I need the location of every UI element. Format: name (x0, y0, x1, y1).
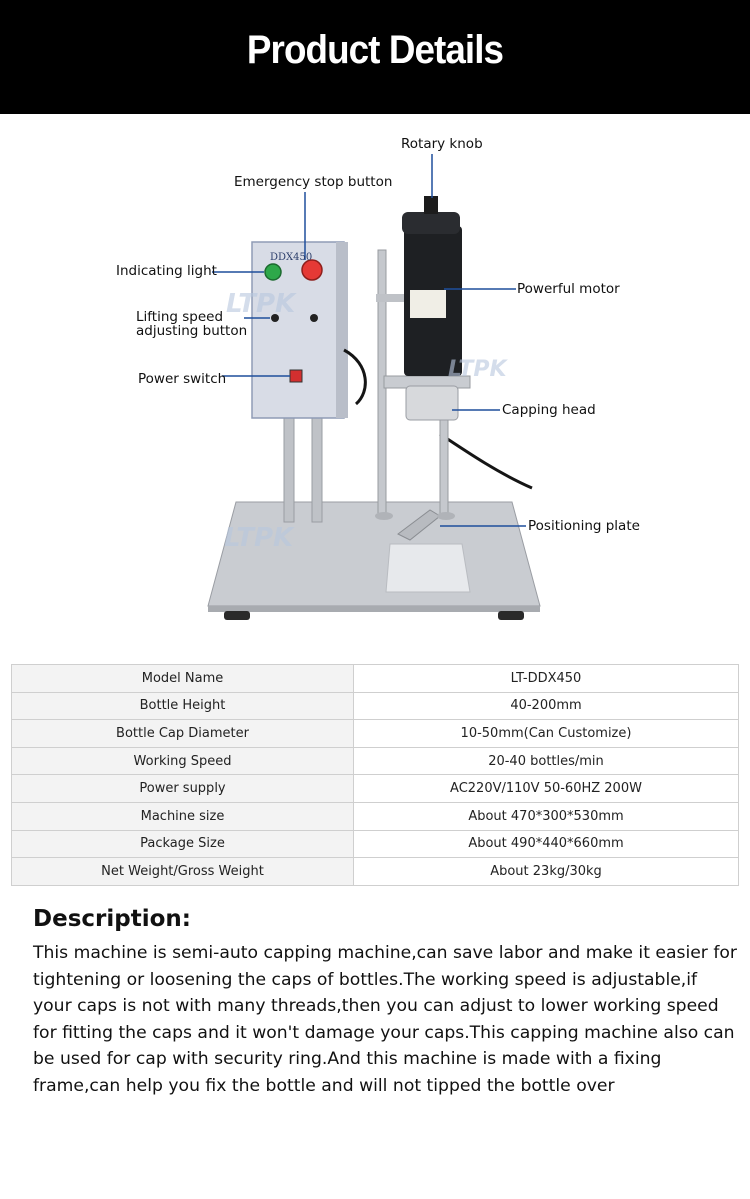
power-switch (290, 370, 302, 382)
motor-knob (424, 196, 438, 214)
table-row (12, 802, 739, 830)
spec-value: About 23kg/30kg (354, 858, 739, 886)
spec-key: Model Name (12, 665, 354, 693)
control-column-right (312, 404, 322, 522)
base-foot-left (224, 611, 250, 620)
spec-value: About 490*440*660mm (354, 830, 739, 858)
spec-value: 20-40 bottles/min (354, 747, 739, 775)
watermark-2: LTPK (448, 357, 507, 382)
product-diagram (0, 114, 750, 654)
callout-powerful-motor: Powerful motor (517, 281, 620, 297)
capping-head (406, 386, 458, 420)
table-row (12, 775, 739, 803)
table-row (12, 830, 739, 858)
description-body: This machine is semi-auto capping machine,can save labor and make it easier for tightening or loosening the caps of bottles.The working speed is adjustable,if your caps is not with many threads,then you can adjust to lower working speed for fitting the caps and it won't damage your caps.This capping machine also can be used for cap with security ring.And this machine is made with a fixing frame,can help you fix the bottle and will not tipped the bottle over (33, 943, 737, 1096)
callout-positioning-plate: Positioning plate (528, 518, 640, 534)
spec-value: 40-200mm (354, 692, 739, 720)
header-banner (0, 0, 750, 114)
cable-2 (440, 434, 532, 488)
spec-value: LT-DDX450 (354, 665, 739, 693)
column-foot-left (375, 512, 393, 520)
machine-illustration (0, 114, 750, 654)
description-title: Description: (33, 906, 191, 932)
callout-indicating-light: Indicating light (116, 263, 217, 279)
watermark-3: LTPK (224, 523, 294, 553)
callout-capping-head: Capping head (502, 402, 596, 418)
spec-key: Bottle Height (12, 692, 354, 720)
spec-key: Working Speed (12, 747, 354, 775)
base-plate (208, 502, 540, 606)
speed-knob-right (310, 314, 318, 322)
motor-top (402, 212, 460, 234)
spec-value: About 470*300*530mm (354, 802, 739, 830)
spec-value: 10-50mm(Can Customize) (354, 720, 739, 748)
table-row (12, 665, 739, 693)
callout-power-switch: Power switch (138, 371, 227, 387)
spec-key: Power supply (12, 775, 354, 803)
panel-label: DDX450 (270, 252, 313, 263)
control-panel-side (336, 242, 348, 418)
table-row (12, 720, 739, 748)
capper-column-right (440, 404, 448, 516)
spec-key: Package Size (12, 830, 354, 858)
spec-key: Bottle Cap Diameter (12, 720, 354, 748)
page-title: Product Details (246, 28, 504, 72)
base-plate-edge (208, 606, 540, 612)
table-row (12, 747, 739, 775)
column-foot-right (437, 512, 455, 520)
control-column-left (284, 404, 294, 522)
table-row (12, 858, 739, 886)
positioning-plate (386, 544, 470, 592)
indicator-light (265, 264, 281, 280)
motor-label (410, 290, 446, 318)
spec-key: Machine size (12, 802, 354, 830)
base-foot-right (498, 611, 524, 620)
table-row (12, 692, 739, 720)
spec-key: Net Weight/Gross Weight (12, 858, 354, 886)
callout-lifting-speed-2: adjusting button (136, 323, 248, 339)
crossbar (376, 294, 406, 302)
spec-table (11, 664, 739, 886)
spec-value: AC220V/110V 50-60HZ 200W (354, 775, 739, 803)
callout-lifting-speed-1: Lifting speed (136, 309, 224, 325)
callout-emergency-stop: Emergency stop button (234, 174, 393, 190)
callout-rotary-knob: Rotary knob (401, 136, 483, 152)
emergency-stop (302, 260, 322, 280)
watermark-1: LTPK (226, 289, 296, 319)
